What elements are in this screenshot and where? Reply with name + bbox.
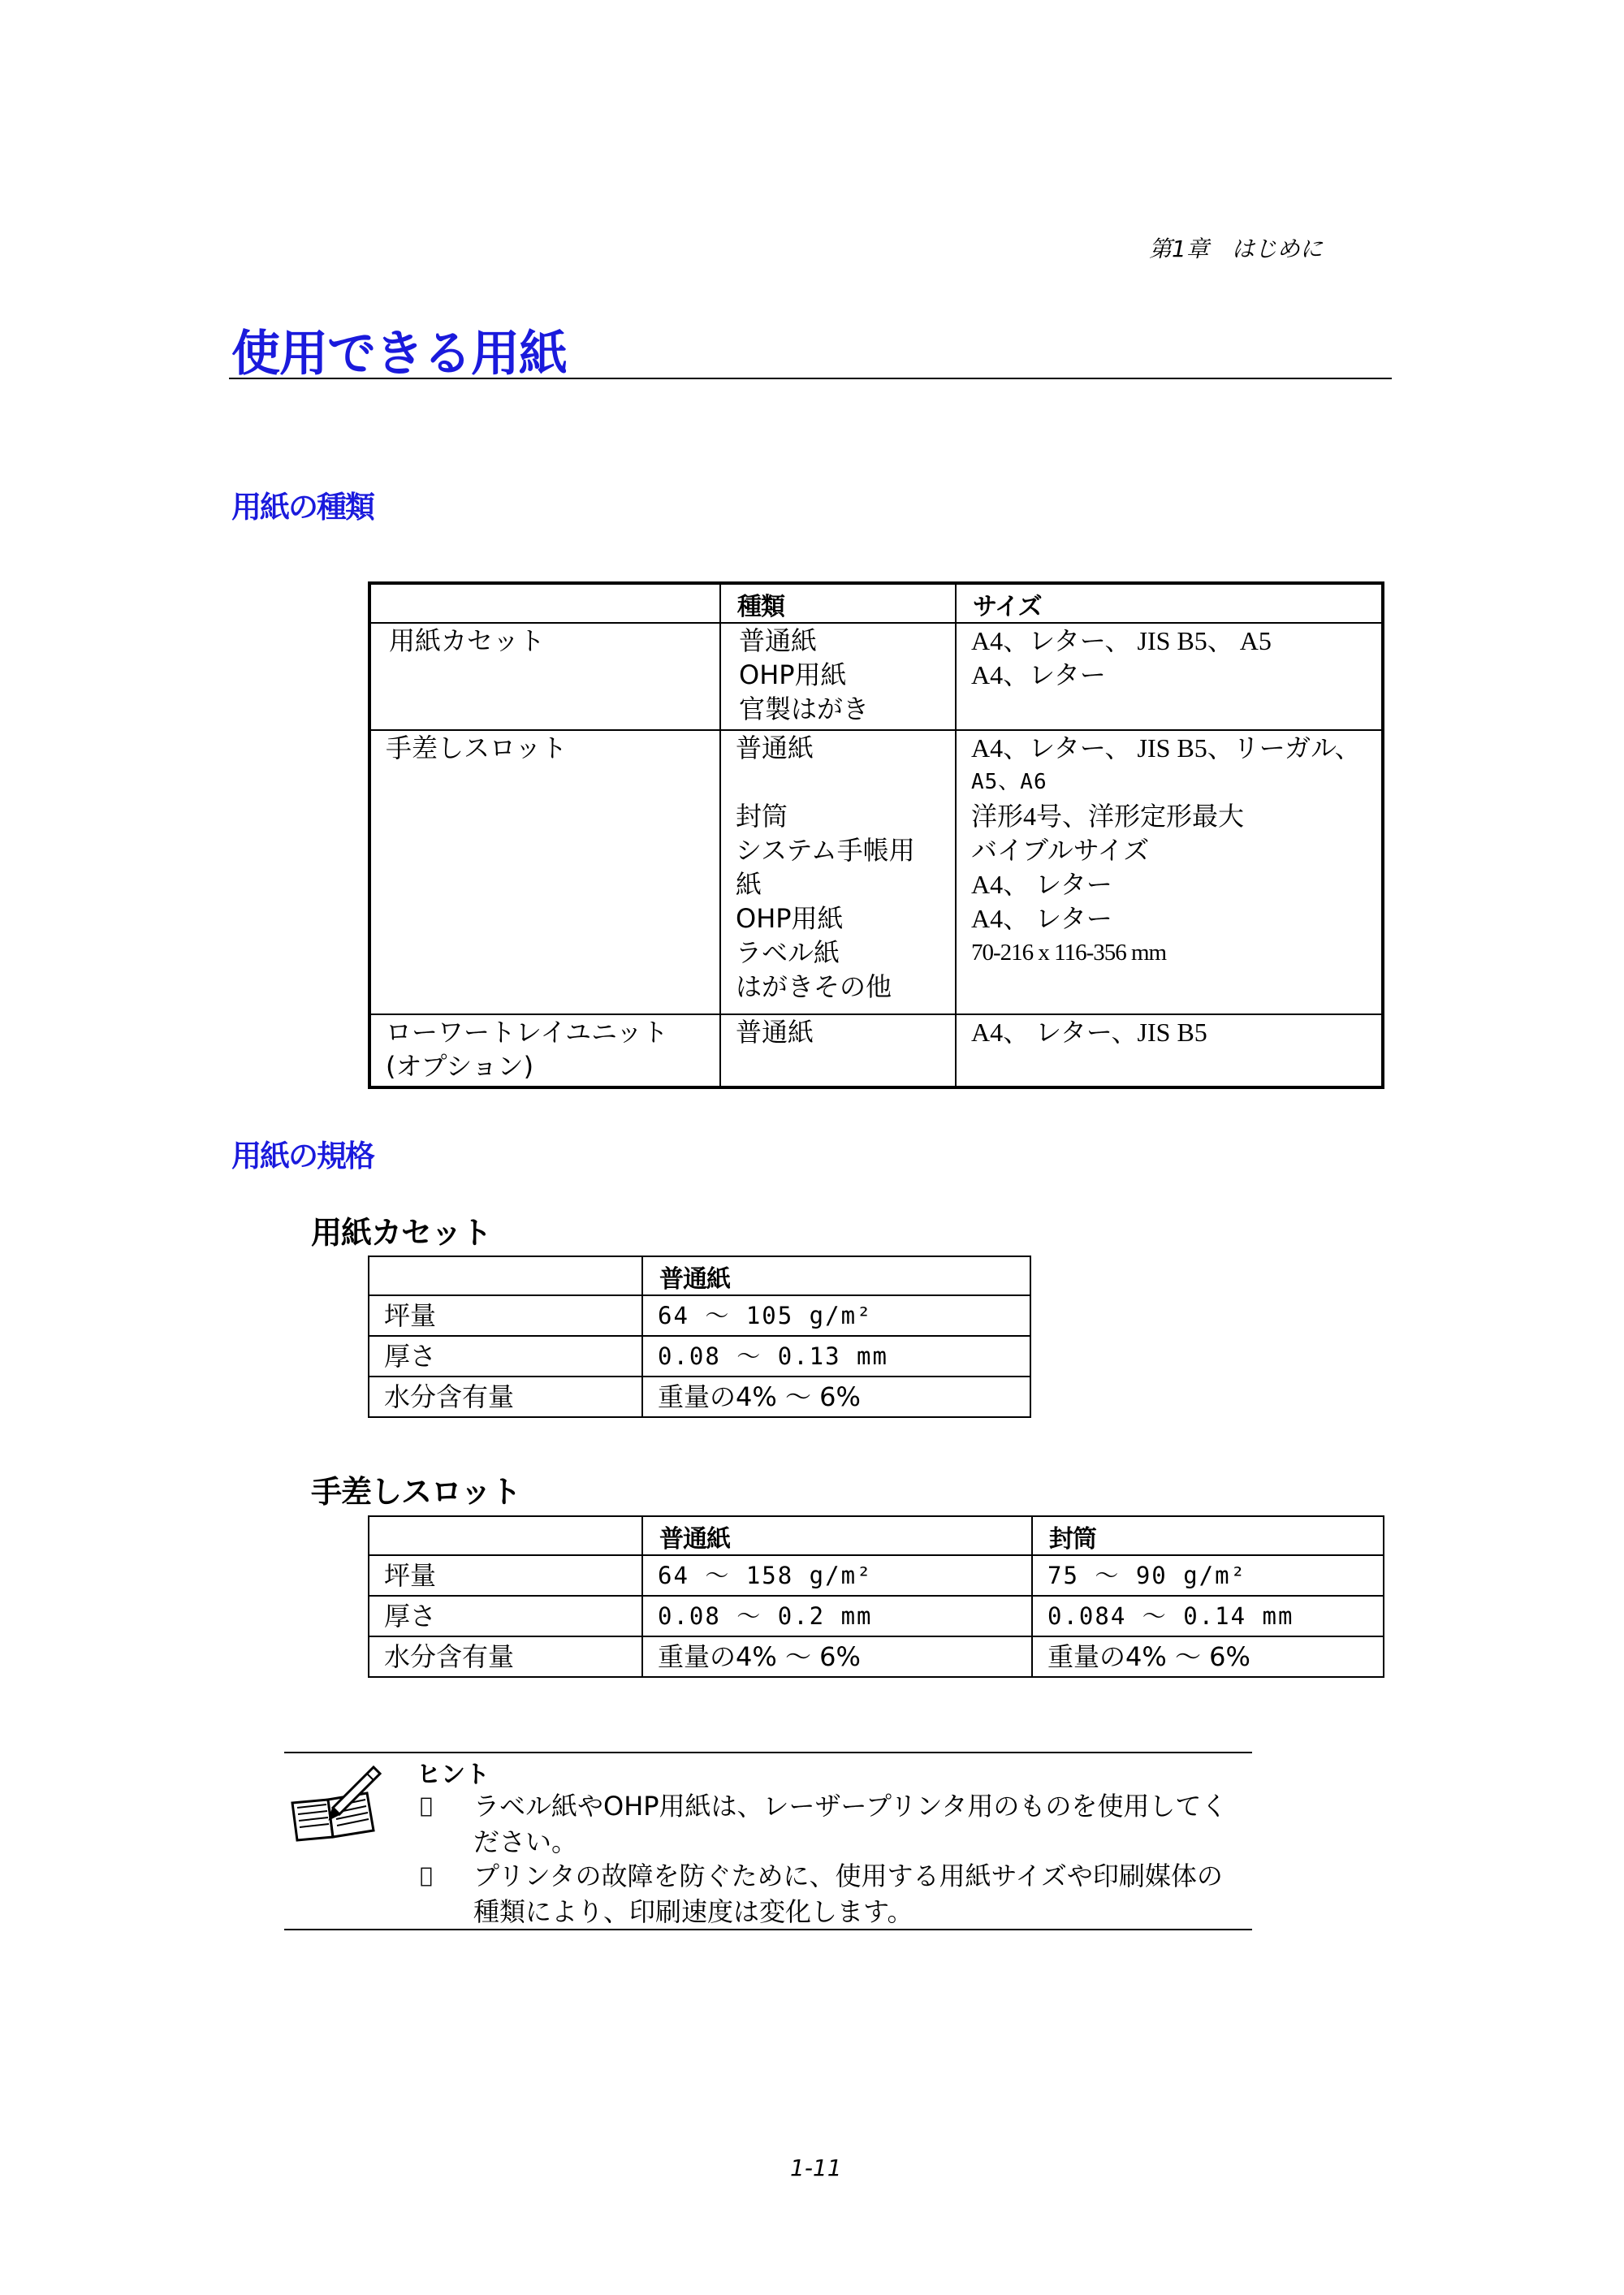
table-row xyxy=(369,1555,1384,1596)
cassette-spec-table xyxy=(368,1256,1031,1418)
spec-value: 75 ～ 90 g/m² xyxy=(1032,1555,1384,1596)
page-number: 1-11 xyxy=(790,2155,842,2181)
table-header-cell xyxy=(369,583,720,623)
table-header-cell: 普通紙 xyxy=(642,1516,1032,1555)
source-label: 用紙カセット xyxy=(389,625,546,656)
type-label: システム手帳用 xyxy=(736,835,915,866)
spec-label: 水分含有量 xyxy=(369,1377,642,1417)
type-label: 官製はがき xyxy=(739,694,870,724)
size-label: A4、 レター xyxy=(971,870,1112,899)
size-label: A4、 レター xyxy=(971,904,1112,933)
title-rule xyxy=(229,378,1392,379)
table-row xyxy=(369,1295,1030,1336)
spec-value: 重量の4% ～ 6% xyxy=(1032,1636,1384,1677)
section-heading-paper-specs: 用紙の規格 xyxy=(231,1139,374,1173)
book-pencil-icon xyxy=(286,1762,383,1847)
spec-label: 坪量 xyxy=(369,1555,642,1596)
spec-value: 重量の4% ～ 6% xyxy=(642,1377,1030,1417)
table-header-cell: 種類 xyxy=(720,583,956,623)
hint-text: ラベル紙やOHP用紙は、レーザープリンタ用のものを使用してく xyxy=(473,1791,1228,1822)
type-label: 封筒 xyxy=(736,801,788,832)
type-label: 普通紙 xyxy=(736,733,814,763)
size-label: A4、レター、 JIS B5、 A5 xyxy=(971,626,1272,655)
type-label: OHP用紙 xyxy=(736,903,844,934)
manual-slot-spec-table xyxy=(368,1515,1384,1678)
size-label: A4、レター、 JIS B5、リーガル、 xyxy=(971,733,1361,763)
hint-top-rule xyxy=(284,1752,1252,1753)
source-label: ローワートレイユニット xyxy=(386,1017,668,1048)
type-label: 普通紙 xyxy=(739,625,818,656)
table-header-cell: 普通紙 xyxy=(642,1256,1030,1295)
size-label: 70-216 x 116-356 mm xyxy=(971,940,1167,966)
hint-text: プリンタの故障を防ぐために、使用する用紙サイズや印刷媒体の xyxy=(473,1861,1223,1891)
hint-item xyxy=(420,1858,1253,1930)
spec-value: 64 ～ 105 g/m² xyxy=(642,1295,1030,1336)
type-label: 紙 xyxy=(736,869,762,900)
subheading-cassette: 用紙カセット xyxy=(311,1215,492,1251)
bullet-icon xyxy=(420,1788,473,1824)
section-heading-paper-types: 用紙の種類 xyxy=(231,490,374,525)
paper-types-table xyxy=(368,581,1384,1089)
source-label: 手差しスロット xyxy=(386,733,568,763)
table-row xyxy=(369,1014,1383,1087)
hint-label: ヒント xyxy=(417,1761,490,1789)
size-label: A4、レター xyxy=(971,660,1106,689)
bullet-icon xyxy=(420,1858,473,1894)
size-label: バイブルサイズ xyxy=(971,836,1150,865)
table-row xyxy=(369,623,1383,730)
spec-label: 厚さ xyxy=(369,1596,642,1636)
size-label: A5、A6 xyxy=(971,770,1047,794)
size-label: 洋形4号、洋形定形最大 xyxy=(971,802,1245,831)
spec-label: 坪量 xyxy=(369,1295,642,1336)
spec-value: 重量の4% ～ 6% xyxy=(642,1636,1032,1677)
spec-value: 0.08 ～ 0.13 mm xyxy=(642,1336,1030,1377)
spec-label: 厚さ xyxy=(369,1336,642,1377)
spec-value: 0.084 ～ 0.14 mm xyxy=(1032,1596,1384,1636)
source-label: (オプション) xyxy=(386,1051,534,1082)
hint-item xyxy=(420,1788,1253,1860)
table-row xyxy=(369,730,1383,1014)
type-label: 普通紙 xyxy=(736,1017,814,1048)
table-header-cell: 封筒 xyxy=(1032,1516,1384,1555)
table-row xyxy=(369,1596,1384,1636)
table-header-cell: サイズ xyxy=(956,583,1383,623)
size-label: A4、 レター、JIS B5 xyxy=(971,1018,1207,1047)
type-label: ラベル紙 xyxy=(736,937,840,968)
subheading-manual-slot: 手差しスロット xyxy=(311,1474,521,1510)
hint-bottom-rule xyxy=(284,1929,1252,1930)
page-title: 使用できる用紙 xyxy=(231,326,567,382)
table-row xyxy=(369,1336,1030,1377)
type-label: はがきその他 xyxy=(736,971,892,1002)
spec-value: 64 ～ 158 g/m² xyxy=(642,1555,1032,1596)
table-row xyxy=(369,1377,1030,1417)
chapter-header: 第1章 はじめに xyxy=(1149,236,1323,262)
hint-text: 種類により、印刷速度は変化します。 xyxy=(473,1896,914,1927)
table-row xyxy=(369,1636,1384,1677)
type-label: OHP用紙 xyxy=(739,659,847,690)
spec-label: 水分含有量 xyxy=(369,1636,642,1677)
hint-text: ださい。 xyxy=(473,1826,578,1857)
table-header-cell xyxy=(369,1256,642,1295)
table-header-cell xyxy=(369,1516,642,1555)
spec-value: 0.08 ～ 0.2 mm xyxy=(642,1596,1032,1636)
type-label xyxy=(736,765,955,799)
